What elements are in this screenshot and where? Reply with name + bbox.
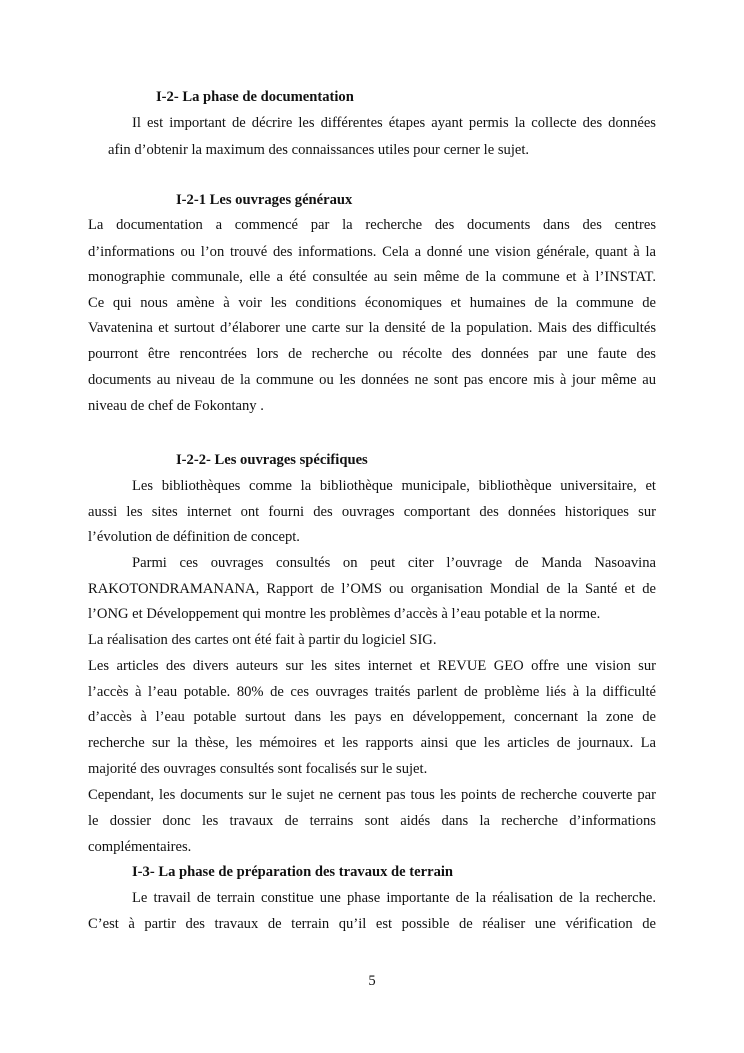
section-heading-i21: I-2-1 Les ouvrages généraux	[176, 192, 353, 208]
paragraph-line: RAKOTONDRAMANANA, Rapport de l’OMS ou organisation Mondial de la Santé et de	[88, 581, 656, 597]
paragraph-line: Il est important de décrire les différentes étapes ayant permis la collecte des données	[132, 115, 656, 131]
paragraph-line: complémentaires.	[88, 839, 192, 855]
paragraph-line: documents au niveau de la commune ou les données ne sont pas encore mis à jour même au	[88, 372, 656, 388]
paragraph-line: Ce qui nous amène à voir les conditions économiques et humaines de la commune de	[88, 295, 656, 311]
paragraph-line: C’est à partir des travaux de terrain qu’il est possible de réaliser une vérification de	[88, 916, 656, 932]
paragraph-line: majorité des ouvrages consultés sont focalisés sur le sujet.	[88, 761, 428, 777]
section-heading-i3: I-3- La phase de préparation des travaux de terrain	[132, 864, 454, 880]
paragraph-line: l’ONG et Développement qui montre les problèmes d’accès à l’eau potable et la norme.	[88, 606, 601, 622]
paragraph-line: aussi les sites internet ont fourni des ouvrages comportant des données historiques sur	[88, 504, 656, 520]
paragraph-line: l’évolution de définition de concept.	[88, 529, 300, 545]
paragraph-line: Parmi ces ouvrages consultés on peut citer l’ouvrage de Manda Nasoavina	[132, 555, 656, 571]
paragraph-line: Le travail de terrain constitue une phase importante de la réalisation de la recherche.	[132, 890, 656, 906]
paragraph-line: La réalisation des cartes ont été fait à partir du logiciel SIG.	[88, 632, 437, 648]
paragraph-line: Les articles des divers auteurs sur les sites internet et REVUE GEO offre une vision sur	[88, 658, 656, 674]
page-number: 5	[368, 973, 376, 989]
paragraph-line: d’informations ou l’on trouvé des informations. Cela a donné une vision générale, quant à la	[88, 244, 656, 260]
paragraph-line: Les bibliothèques comme la bibliothèque municipale, bibliothèque universitaire, et	[132, 478, 656, 494]
paragraph-line: pourront être rencontrées lors de recherche ou récolte des données par une faute des	[88, 346, 656, 362]
paragraph-line: recherche sur la thèse, les mémoires et les rapports ainsi que les articles de journaux. La	[88, 735, 656, 751]
section-heading-i2: I-2- La phase de documentation	[156, 89, 354, 105]
section-heading-i22: I-2-2- Les ouvrages spécifiques	[176, 452, 368, 468]
paragraph-line: La documentation a commencé par la recherche des documents dans des centres	[88, 217, 656, 233]
paragraph-line: l’accès à l’eau potable. 80% de ces ouvrages traités parlent de problème liés à la difficulté	[88, 684, 656, 700]
paragraph-line: d’accès à l’eau potable surtout dans les pays en développement, concernant la zone de	[88, 709, 656, 725]
paragraph-line: le dossier donc les travaux de terrains sont aidés dans la recherche d’informations	[88, 813, 656, 829]
paragraph-line: Vavatenina et surtout d’élaborer une carte sur la densité de la population. Mais des difficultés	[88, 320, 656, 336]
paragraph-line: monographie communale, elle a été consultée au sein même de la commune et à l’INSTAT.	[88, 269, 656, 285]
paragraph-line: niveau de chef de Fokontany .	[88, 398, 264, 414]
paragraph-line: afin d’obtenir la maximum des connaissances utiles pour cerner le sujet.	[108, 142, 530, 158]
paragraph-line: Cependant, les documents sur le sujet ne cernent pas tous les points de recherche couverte par	[88, 787, 656, 803]
